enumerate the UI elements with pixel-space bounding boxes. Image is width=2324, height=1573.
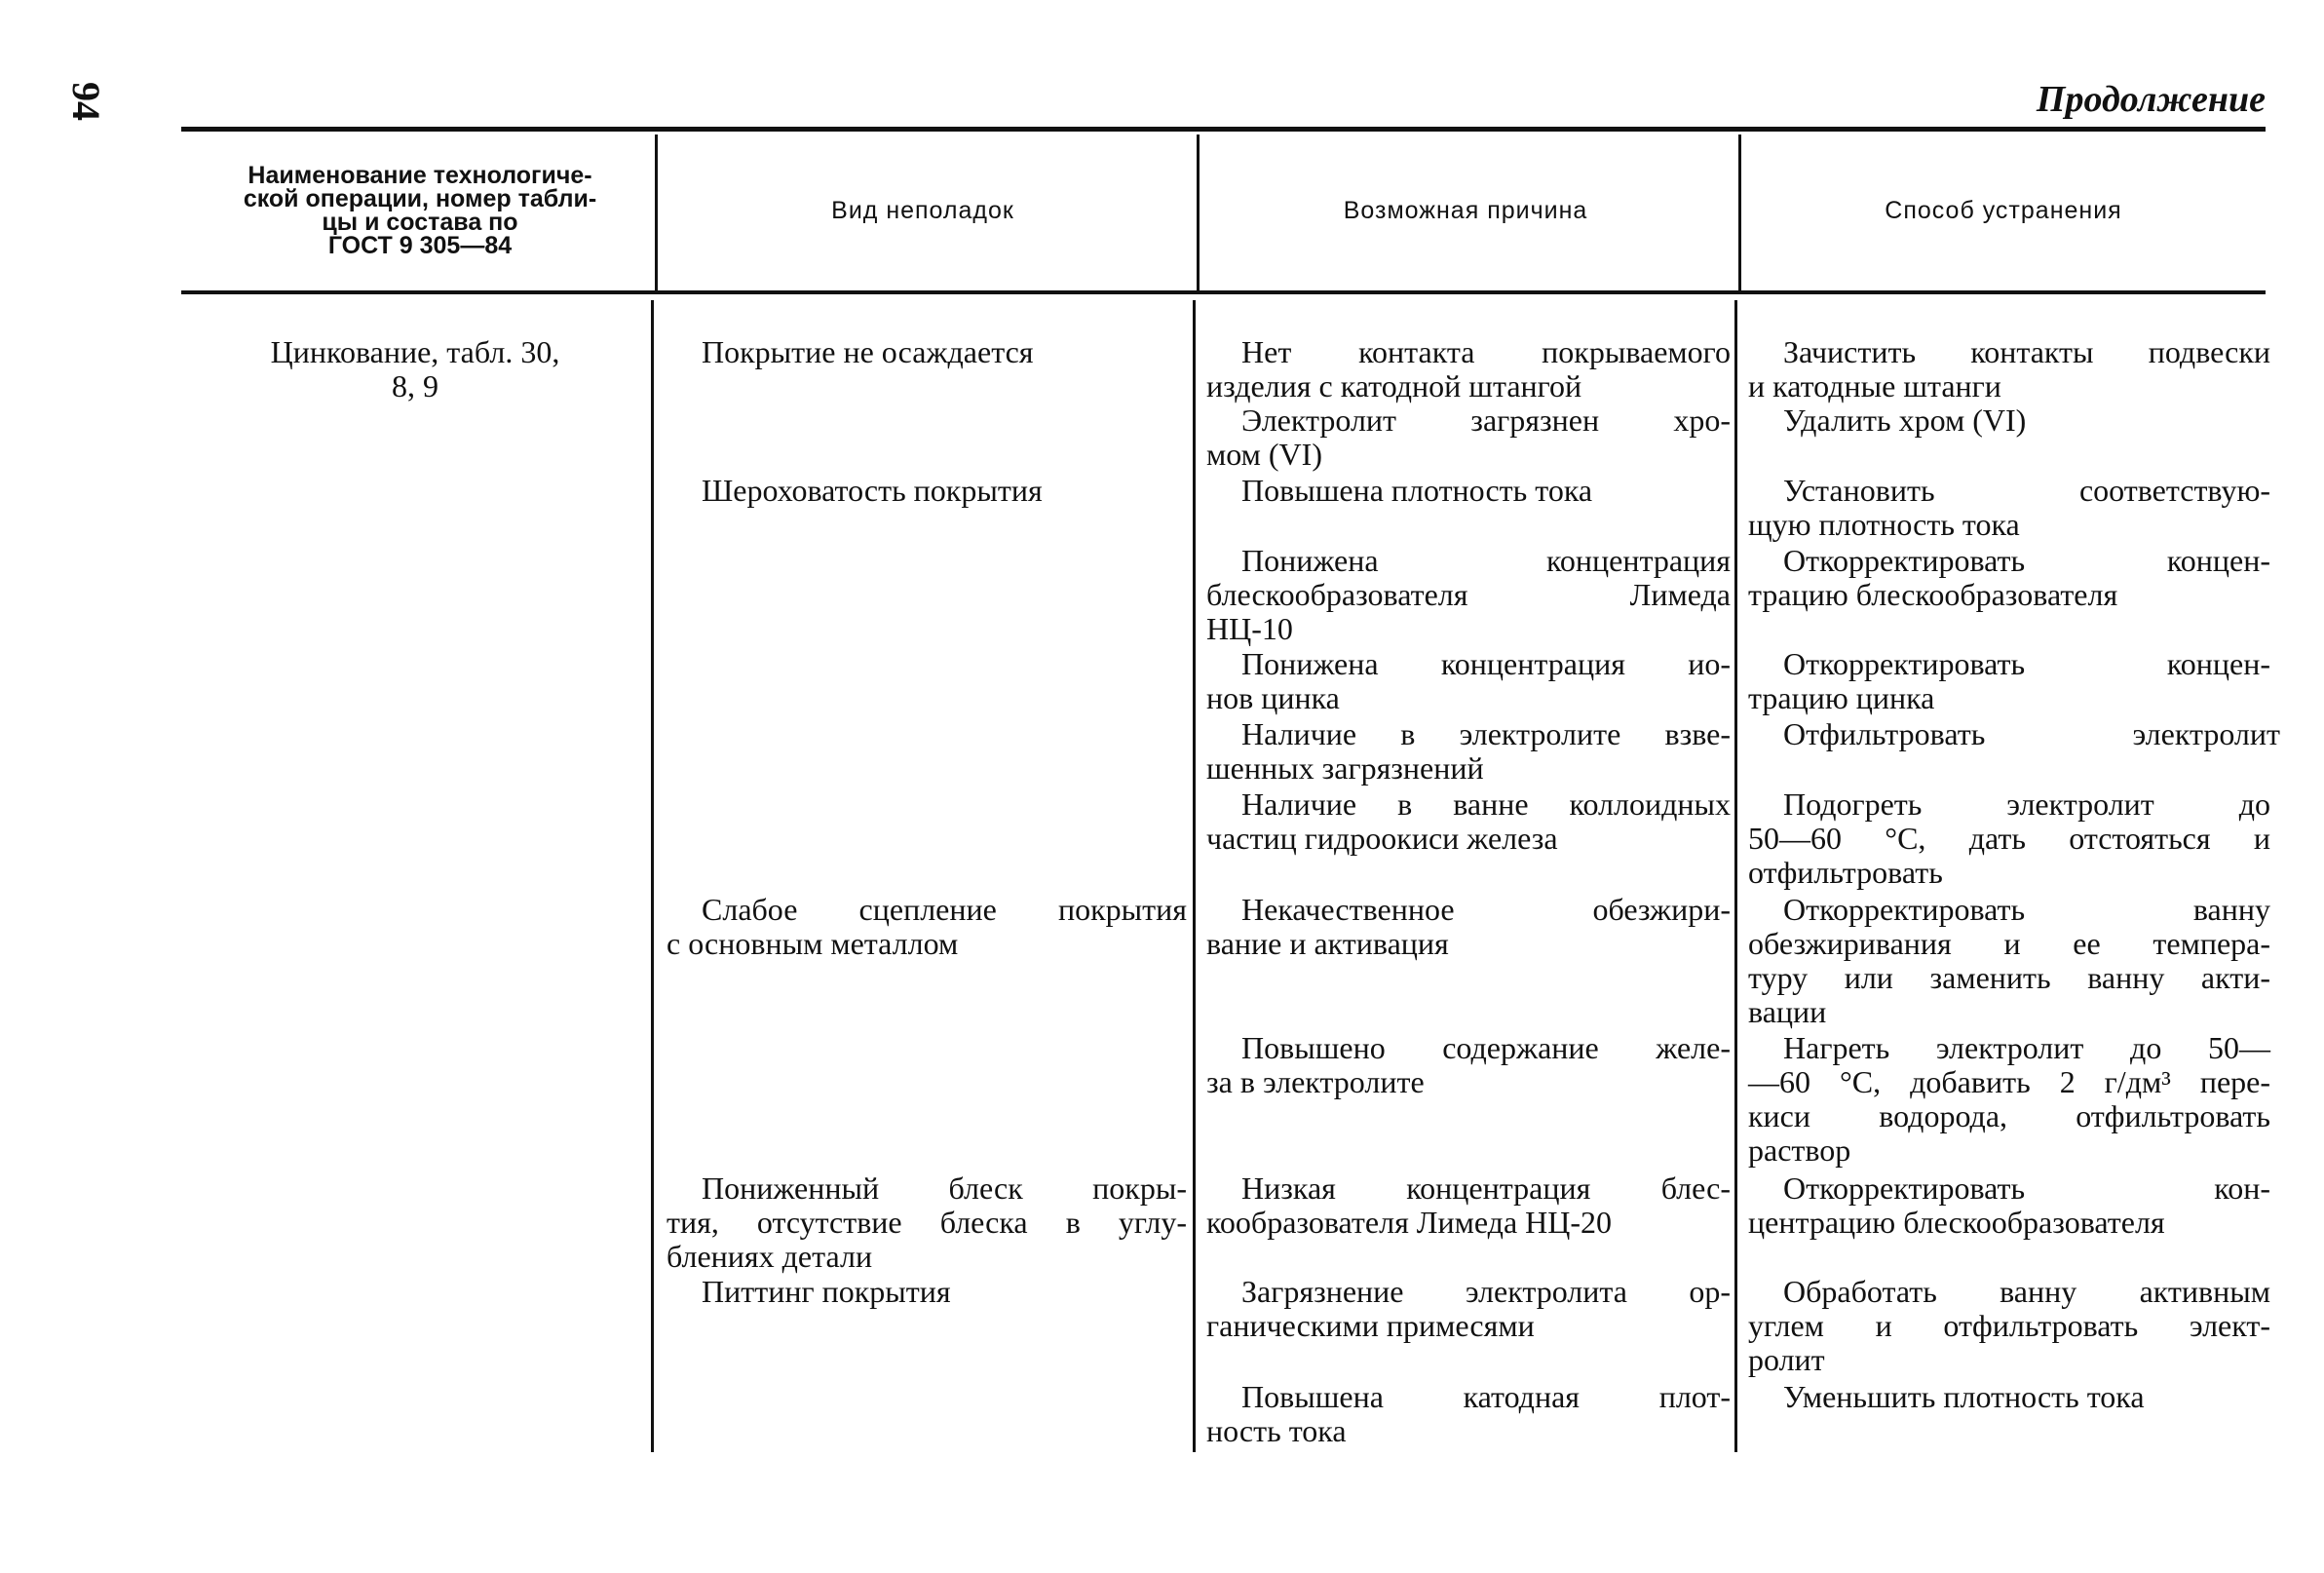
remedy-entry bbox=[1748, 335, 2270, 403]
header-defect: Вид неполадок bbox=[831, 196, 1014, 224]
cause-line: изделия с катодной штангой bbox=[1206, 368, 1582, 403]
cause-entry bbox=[1206, 403, 1731, 472]
defect-entry bbox=[667, 893, 1187, 961]
page-number: 94 bbox=[64, 82, 108, 121]
remedy-line: —60 °С, добавить 2 г/дм³ пере- bbox=[1748, 1064, 2270, 1099]
cause-line: Наличие в электролите взве- bbox=[1241, 716, 1731, 751]
remedy-line: обезжиривания и ее темпера- bbox=[1748, 926, 2270, 961]
remedy-line: центрацию блескообразователя bbox=[1748, 1205, 2165, 1240]
remedy-line: отфильтровать bbox=[1748, 855, 1943, 890]
defect-line: Питтинг покрытия bbox=[702, 1274, 951, 1309]
defect-line: блениях детали bbox=[667, 1239, 873, 1274]
remedy-line: щую плотность тока bbox=[1748, 507, 2020, 542]
header-operation bbox=[191, 133, 649, 288]
defect-line: Пониженный блеск покры- bbox=[702, 1170, 1187, 1206]
cause-line: Наличие в ванне коллоидных bbox=[1241, 786, 1731, 822]
remedy-line: Отфильтровать электролит bbox=[1783, 716, 2280, 751]
cause-line: частиц гидроокиси железа bbox=[1206, 821, 1558, 856]
remedy-line: Подогреть электролит до bbox=[1783, 786, 2270, 822]
defect-entry bbox=[667, 1275, 1187, 1309]
remedy-line: трацию блескообразователя bbox=[1748, 577, 2118, 612]
remedy-line: Откорректировать ванну bbox=[1783, 892, 2270, 927]
cause-entry bbox=[1206, 335, 1731, 403]
cause-line: Нет контакта покрываемого bbox=[1241, 334, 1731, 369]
remedy-entry bbox=[1748, 474, 2270, 542]
header-bottom-rule bbox=[181, 290, 2266, 294]
cause-entry bbox=[1206, 1275, 1731, 1343]
remedy-entry bbox=[1748, 1031, 2270, 1168]
continuation-label: Продолжение bbox=[2036, 79, 2266, 120]
remedy-line: углем и отфильтровать элект- bbox=[1748, 1308, 2270, 1343]
cause-line: Повышено содержание желе- bbox=[1241, 1030, 1731, 1065]
remedy-line: Нагреть электролит до 50— bbox=[1783, 1030, 2270, 1065]
operation-line: Цинкование, табл. 30, bbox=[270, 334, 560, 369]
cause-line: за в электролите bbox=[1206, 1064, 1425, 1099]
defect-entry bbox=[667, 335, 1187, 369]
operation-line: 8, 9 bbox=[392, 368, 438, 403]
cause-entry bbox=[1206, 1031, 1731, 1099]
defect-line: тия, отсутствие блеска в углу- bbox=[667, 1205, 1187, 1240]
cause-line: Повышена катодная плот- bbox=[1241, 1379, 1731, 1414]
remedy-line: 50—60 °С, дать отстояться и bbox=[1748, 821, 2270, 856]
remedy-line: Откорректировать кон- bbox=[1783, 1170, 2270, 1206]
remedy-line: Обработать ванну активным bbox=[1783, 1274, 2270, 1309]
column-divider bbox=[651, 300, 654, 1452]
cause-line: Повышена плотность тока bbox=[1241, 473, 1593, 508]
remedy-line: трацию цинка bbox=[1748, 680, 1935, 715]
header-line: ской операции, номер табли- bbox=[243, 185, 597, 212]
remedy-entry bbox=[1748, 1275, 2270, 1377]
defect-line: с основным металлом bbox=[667, 926, 959, 961]
remedy-line: и катодные штанги bbox=[1748, 368, 2001, 403]
remedy-entry bbox=[1748, 1380, 2270, 1414]
remedy-entry bbox=[1748, 403, 2270, 438]
remedy-line: раствор bbox=[1748, 1132, 1851, 1168]
cause-line: Загрязнение электролита ор- bbox=[1241, 1274, 1731, 1309]
header-cause: Возможная причина bbox=[1343, 196, 1588, 224]
operation-cell bbox=[191, 335, 639, 403]
remedy-line: туру или заменить ванну акти- bbox=[1748, 960, 2270, 995]
remedy-entry bbox=[1748, 716, 2280, 751]
header-line: цы и состава по bbox=[322, 209, 518, 236]
cause-entry bbox=[1206, 893, 1731, 961]
cause-line: вание и активация bbox=[1206, 926, 1449, 961]
cause-entry bbox=[1206, 1380, 1731, 1448]
cause-line: шенных загрязнений bbox=[1206, 750, 1484, 786]
header-remedy: Способ устранения bbox=[1885, 196, 2122, 224]
cause-entry bbox=[1206, 647, 1731, 715]
remedy-line: Уменьшить плотность тока bbox=[1783, 1379, 2145, 1414]
cause-line: Понижена концентрация ио- bbox=[1241, 646, 1731, 681]
remedy-entry bbox=[1748, 893, 2270, 1029]
header-line: ГОСТ 9 305—84 bbox=[327, 232, 513, 259]
remedy-line: Зачистить контакты подвески bbox=[1783, 334, 2270, 369]
remedy-line: Удалить хром (VI) bbox=[1783, 403, 2027, 438]
cause-line: ганическими примесями bbox=[1206, 1308, 1535, 1343]
cause-line: Низкая концентрация блес- bbox=[1241, 1170, 1731, 1206]
remedy-line: ролит bbox=[1748, 1342, 1825, 1377]
defect-line: Покрытие не осаждается bbox=[702, 334, 1034, 369]
cause-line: ность тока bbox=[1206, 1413, 1347, 1448]
cause-line: НЦ-10 bbox=[1206, 611, 1293, 646]
column-divider bbox=[1734, 300, 1737, 1452]
remedy-line: вации bbox=[1748, 994, 1827, 1029]
remedy-line: Установить соответствую- bbox=[1783, 473, 2270, 508]
defect-line: Шероховатость покрытия bbox=[702, 473, 1043, 508]
table-top-rule bbox=[181, 127, 2266, 132]
remedy-entry bbox=[1748, 647, 2270, 715]
cause-entry bbox=[1206, 1171, 1731, 1240]
defect-line: Слабое сцепление покрытия bbox=[702, 892, 1187, 927]
column-divider bbox=[1193, 300, 1196, 1452]
cause-line: кообразователя Лимеда НЦ-20 bbox=[1206, 1205, 1613, 1240]
cause-entry bbox=[1206, 474, 1731, 508]
remedy-line: Откорректировать концен- bbox=[1783, 543, 2270, 578]
cause-entry bbox=[1206, 787, 1731, 856]
remedy-entry bbox=[1748, 787, 2270, 890]
remedy-entry bbox=[1748, 1171, 2270, 1240]
cause-line: нов цинка bbox=[1206, 680, 1340, 715]
defect-entry bbox=[667, 474, 1187, 508]
remedy-line: киси водорода, отфильтровать bbox=[1748, 1098, 2270, 1133]
cause-line: мом (VI) bbox=[1206, 437, 1322, 472]
defect-entry bbox=[667, 1171, 1187, 1274]
cause-line: Понижена концентрация bbox=[1241, 543, 1731, 578]
cause-line: Некачественное обезжири- bbox=[1241, 892, 1731, 927]
cause-line: Электролит загрязнен хро- bbox=[1241, 403, 1731, 438]
remedy-entry bbox=[1748, 544, 2270, 612]
header-line: Наименование технологиче- bbox=[248, 162, 592, 189]
cause-entry bbox=[1206, 717, 1731, 786]
remedy-line: Откорректировать концен- bbox=[1783, 646, 2270, 681]
cause-line: блескообразователя Лимеда bbox=[1206, 577, 1731, 612]
cause-entry bbox=[1206, 544, 1731, 646]
